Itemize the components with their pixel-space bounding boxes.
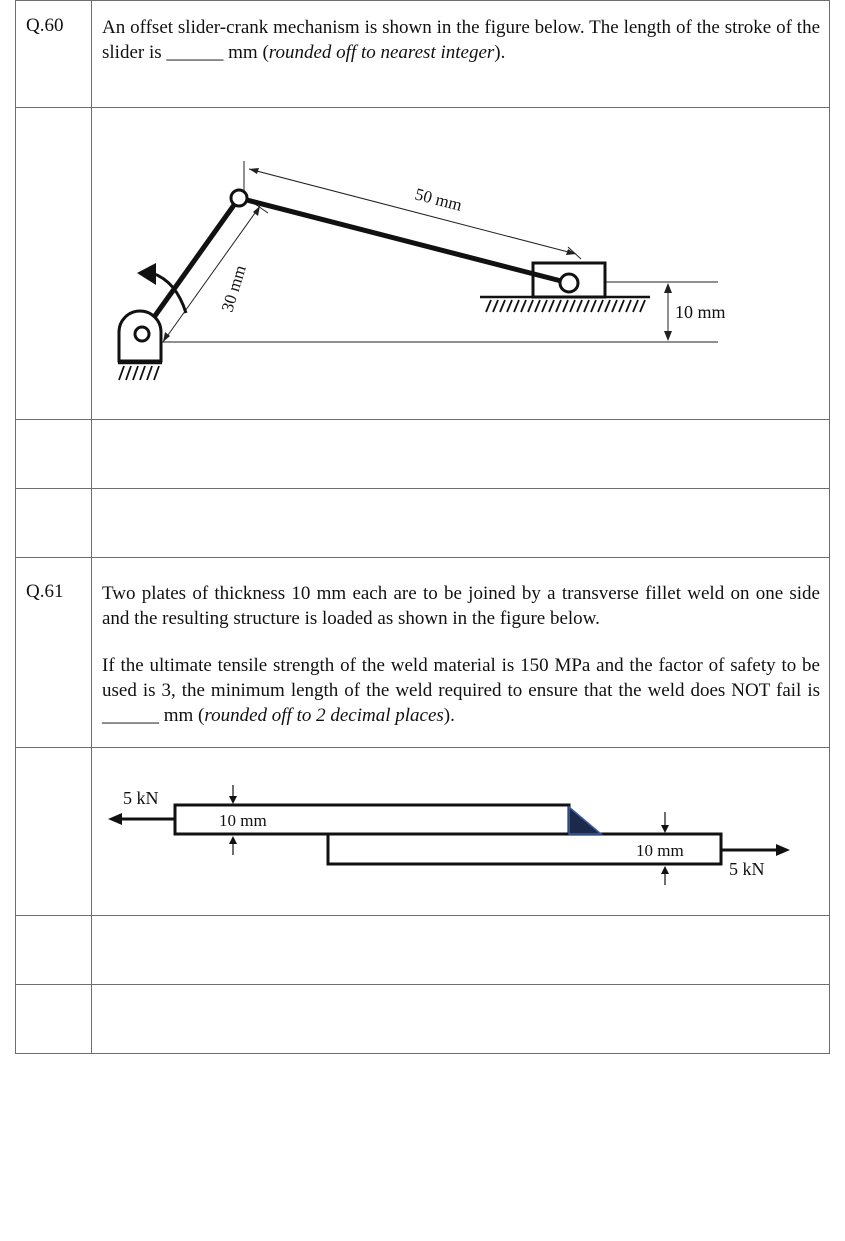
blank-row	[16, 916, 830, 985]
q60-figure-row	[16, 108, 830, 420]
bottom-thickness-label: 10 mm	[636, 841, 684, 860]
q60-answer-blank: ______	[166, 42, 224, 63]
q61-answer-blank: ______	[102, 705, 159, 726]
q60-text: An offset slider-crank mechanism is shown in the figure below. The length of the stroke of the slider is ______ mm (rounded off to nearest integer).	[102, 17, 820, 63]
q61-paragraph-2: If the ultimate tensile strength of the weld material is 150 MPa and the factor of safety to be used is 3, the minimum length of the weld required to ensure that the weld does NOT fail is ______ mm (rounded off to 2 decimal places).	[102, 655, 820, 726]
q61-row	[16, 558, 830, 748]
blank-row	[16, 985, 830, 1054]
blank-row	[16, 420, 830, 489]
q61-number: Q.61	[26, 581, 64, 602]
q60-number: Q.60	[26, 15, 64, 36]
left-force-label: 5 kN	[123, 788, 159, 808]
link-length-label: 50 mm	[412, 184, 464, 215]
fillet-weld-figure	[92, 748, 830, 915]
q60-row	[16, 1, 830, 108]
q61-text	[92, 558, 829, 728]
blank-row	[16, 489, 830, 558]
q61-paragraph-1: Two plates of thickness 10 mm each are to be joined by a transverse fillet weld on one side and the resulting structure is loaded as shown in the figure below.	[102, 583, 820, 629]
offset-label: 10 mm	[675, 302, 726, 322]
crank-length-label: 30 mm	[217, 262, 250, 315]
right-force-label: 5 kN	[729, 859, 765, 879]
q61-figure-row	[16, 748, 830, 916]
question-table	[15, 0, 830, 1054]
slider-crank-figure	[92, 108, 830, 419]
top-thickness-label: 10 mm	[219, 811, 267, 830]
